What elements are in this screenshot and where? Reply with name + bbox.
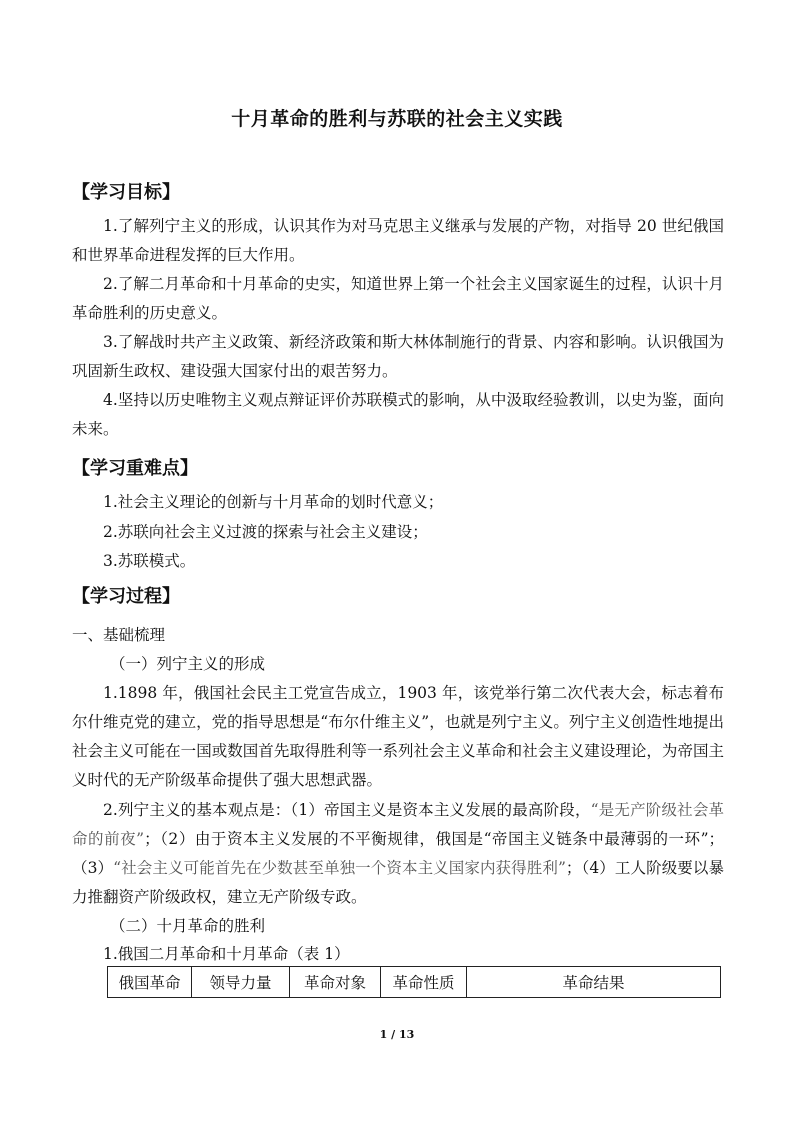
document-title: 十月革命的胜利与苏联的社会主义实践 [231,108,563,130]
key-point-2: 2.苏联向社会主义过渡的探索与社会主义建设； [103,523,428,541]
goal-item-1: 1.了解列宁主义的形成，认识其作为对马克思主义继承与发展的产物，对指导 20 世纪俄国和世界革命进程发挥的巨大作用。 [72,217,724,264]
text-run: ；（2）由于资本主义发展的不平衡规律，俄国是“帝国主义链条中最薄弱的一环”；（3） [72,830,724,877]
part-one-heading: 一、基础梳理 [72,626,166,644]
page-number: 1 / 13 [379,1028,415,1041]
paragraph-leninism-views [72,796,724,912]
table-header-cell: 革命对象 [290,967,381,998]
table-header-row [108,967,721,998]
subsection-leninism: （一）列宁主义的形成 [110,655,266,673]
table-header-cell: 领导力量 [192,967,290,998]
key-point-1: 1.社会主义理论的创新与十月革命的划时代意义； [103,493,444,511]
text-run: ；（4）工人阶级要以暴力推翻资产阶级政权，建立无产阶级专政。 [72,859,724,906]
table-header-cell: 革命性质 [381,967,467,998]
table-caption: 1.俄国二月革命和十月革命（表 1） [103,945,350,963]
key-point-3: 3.苏联模式。 [103,552,196,570]
quote-text: “是无产阶级社会革命的前夜” [72,801,724,848]
goals-heading: 【学习目标】 [72,182,180,203]
goal-item-4: 4.坚持以历史唯物主义观点辩证评价苏联模式的影响，从中汲取经验教训，以史为鉴，面向未来。 [72,391,724,438]
process-heading: 【学习过程】 [72,586,180,607]
table-header-cell: 革命结果 [467,967,721,998]
key-points-heading: 【学习重难点】 [72,458,198,479]
table-header-cell: 俄国革命 [108,967,192,998]
subsection-october-revolution: （二）十月革命的胜利 [110,917,266,935]
paragraph-leninism-formation: 1.1898 年，俄国社会民主工党宣告成立，1903 年，该党举行第二次代表大会，标志着布尔什维克党的建立，党的指导思想是“布尔什维主义”，也就是列宁主义。列宁主义创造性地提出社会主义可能在一国或数国首先取得胜利等一系列社会主义革命和社会主义建设理论，为帝国主义时代的无产阶级革命提供了强大思想武器。 [72,684,724,789]
goal-item-3: 3.了解战时共产主义政策、新经济政策和斯大林体制施行的背景、内容和影响。认识俄国为巩固新生政权、建设强大国家付出的艰苦努力。 [72,333,724,380]
text-run: 2.列宁主义的基本观点是：（1）帝国主义是资本主义发展的最高阶段， [103,801,591,819]
quote-text: “社会主义可能首先在少数甚至单独一个资本主义国家内获得胜利” [113,859,566,877]
revolution-table [107,966,721,998]
goal-item-2: 2.了解二月革命和十月革命的史实，知道世界上第一个社会主义国家诞生的过程，认识十月革命胜利的历史意义。 [72,275,724,322]
